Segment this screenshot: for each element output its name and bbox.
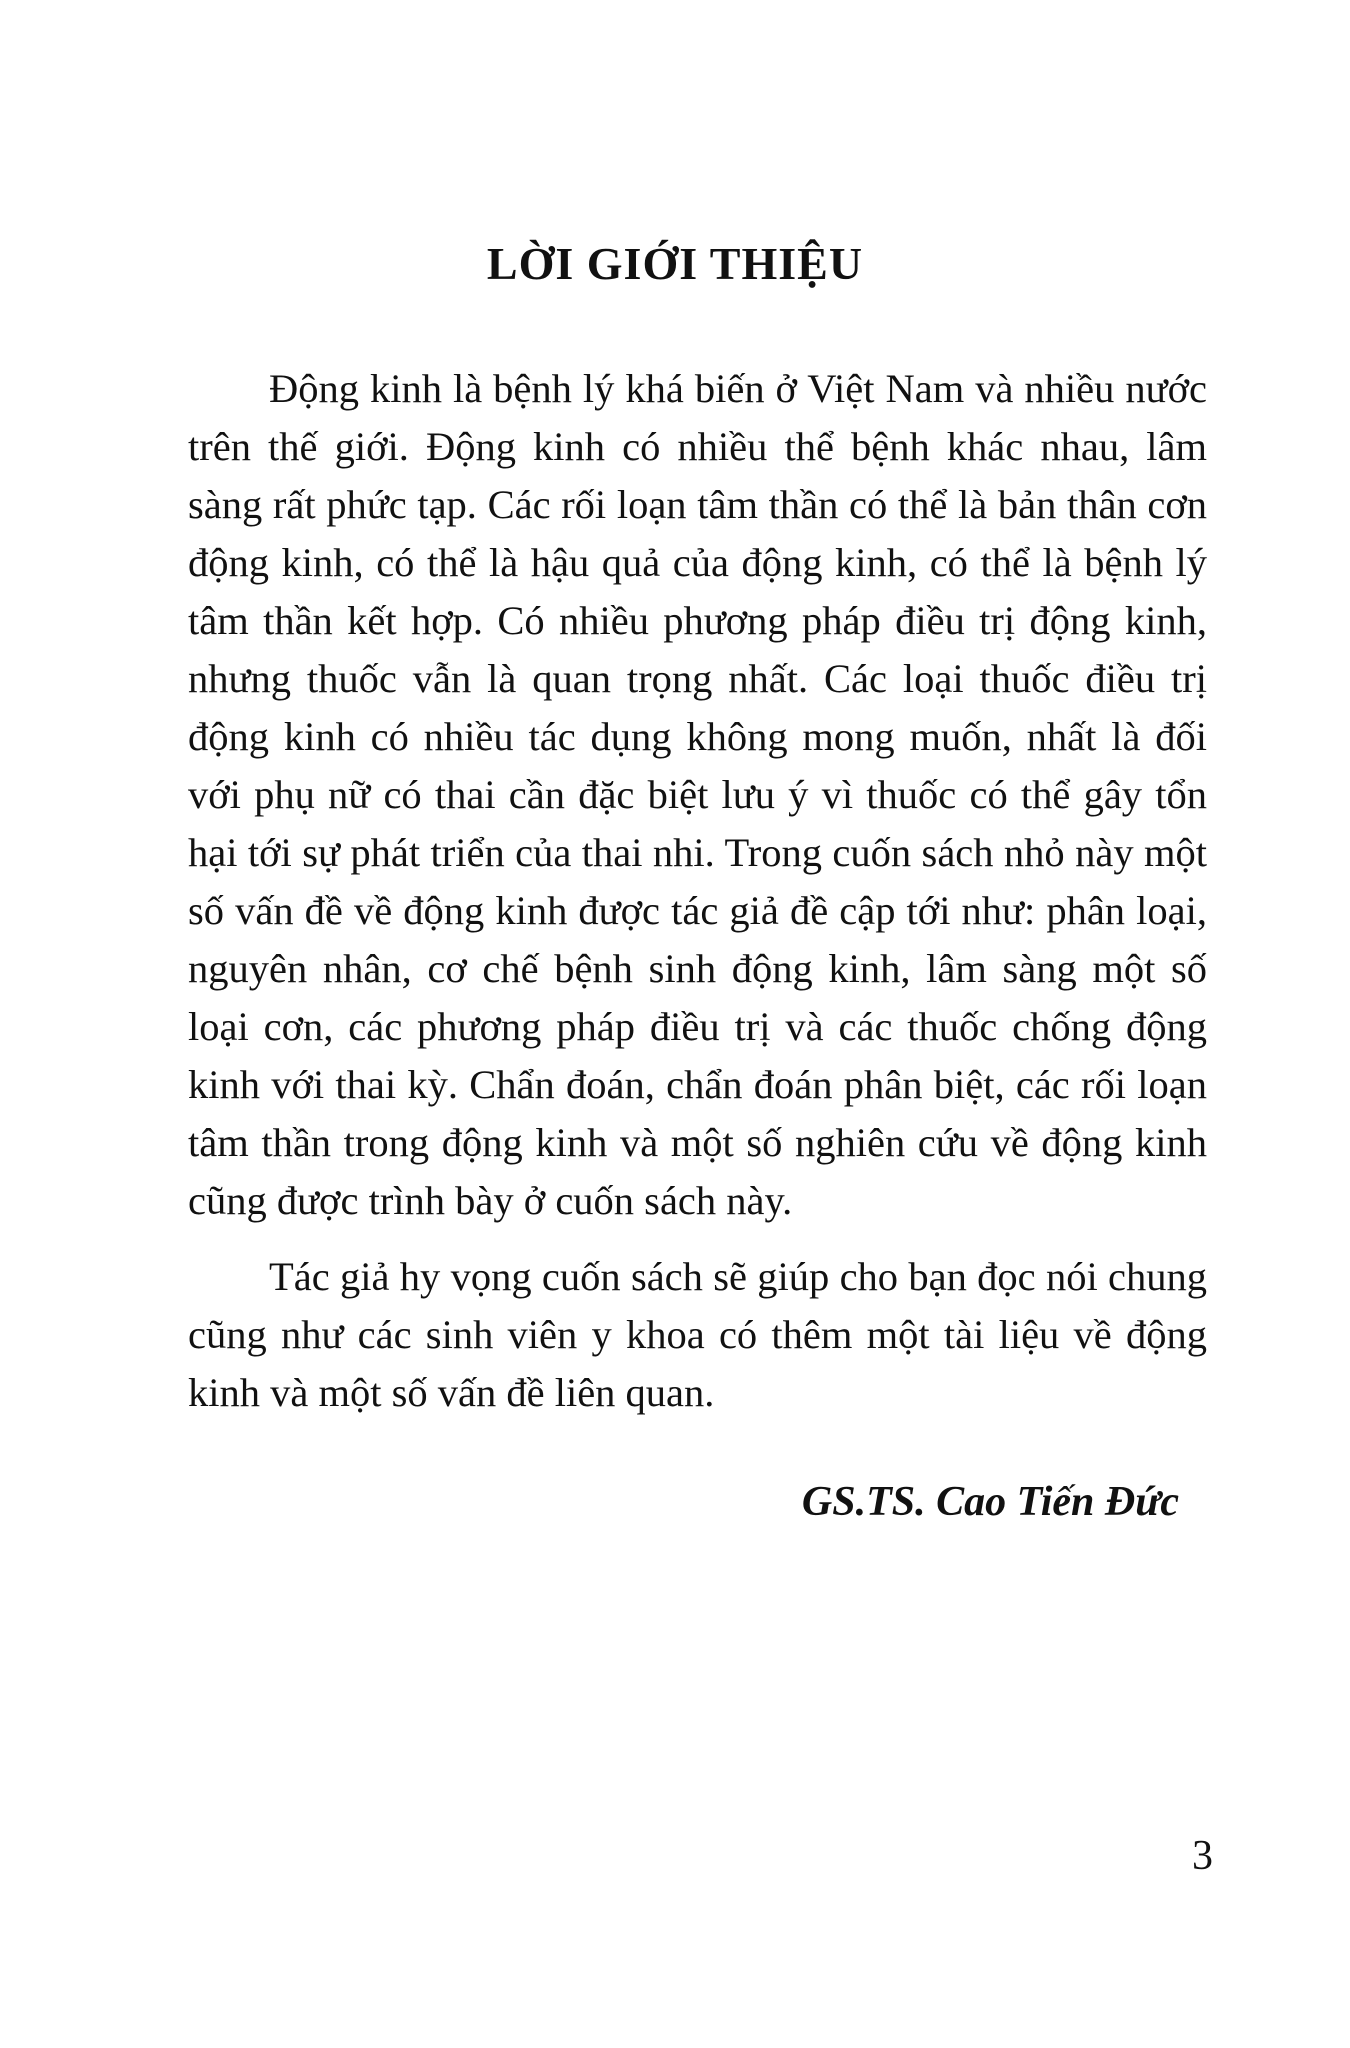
paragraph-1: Động kinh là bệnh lý khá biến ở Việt Nam và nhiều nước trên thế giới. Động kinh có nhiều thể bệnh khác nhau, lâm sàng rất phức tạp. Các rối loạn tâm thần có thể là bản thân cơn động kinh, có thể là hậu quả của động kinh, có thể là bệnh lý tâm thần kết hợp. Có nhiều phương pháp điều trị động kinh, nhưng thuốc vẫn là quan trọng nhất. Các loại thuốc điều trị động kinh có nhiều tác dụng không mong muốn, nhất là đối với phụ nữ có thai cần đặc biệt lưu ý vì thuốc có thể gây tổn hại tới sự phát triển của thai nhi. Trong cuốn sách nhỏ này một số vấn đề về động kinh được tác giả đề cập tới như: phân loại, nguyên nhân, cơ chế bệnh sinh động kinh, lâm sàng một số loại cơn, các phương pháp điều trị và các thuốc chống động kinh với thai kỳ. Chẩn đoán, chẩn đoán phân biệt, các rối loạn tâm thần trong động kinh và một số nghiên cứu về động kinh cũng được trình bày ở cuốn sách này.: [188, 366, 1207, 1223]
page-number: 3: [1192, 1833, 1213, 1879]
page-title: LỜI GIỚI THIỆU: [486, 238, 864, 289]
paragraph-2: Tác giả hy vọng cuốn sách sẽ giúp cho bạn đọc nói chung cũng như các sinh viên y khoa có thêm một tài liệu về động kinh và một số vấn đề liên quan.: [188, 1254, 1207, 1415]
author-signature: GS.TS. Cao Tiến Đức: [801, 1479, 1179, 1525]
introduction-body: [188, 360, 1207, 1422]
